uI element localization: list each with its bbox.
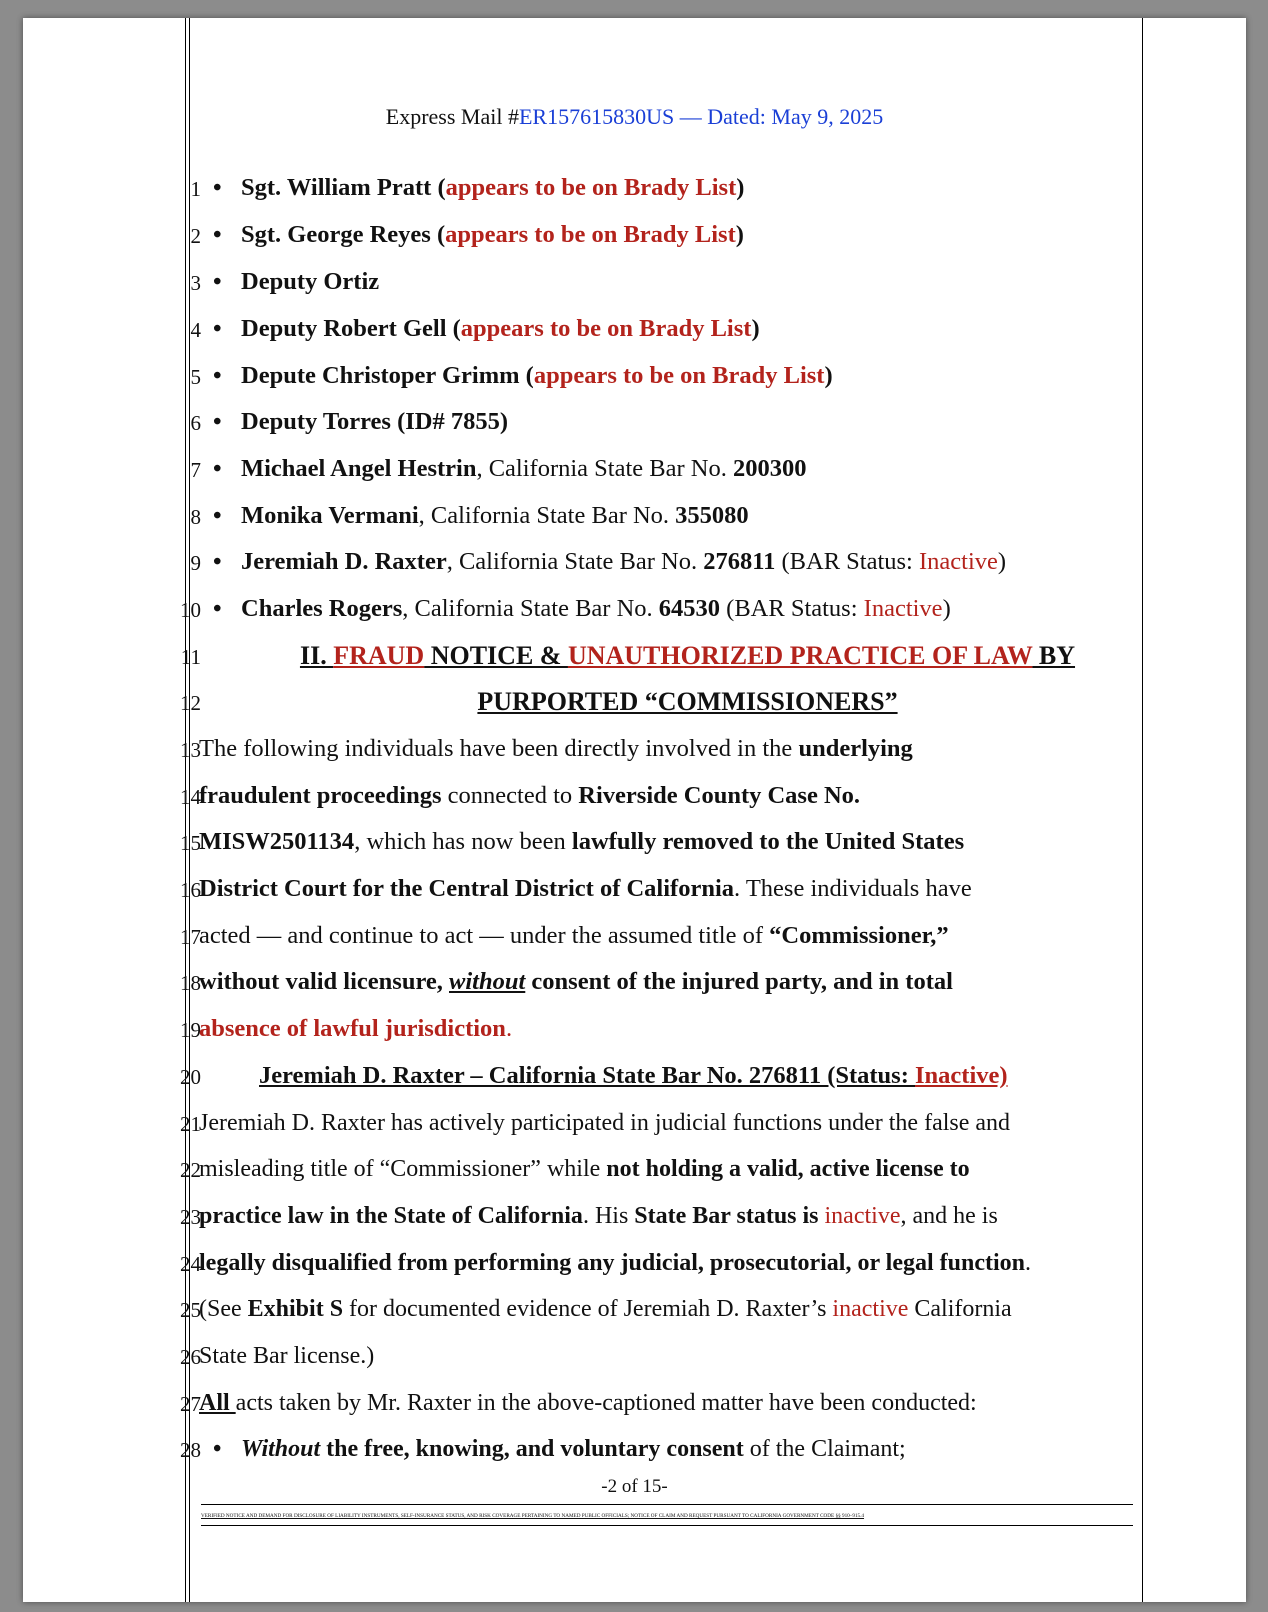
document-page: [23, 18, 1246, 1602]
list-item: • Monika Vermani, California State Bar No. 355080: [241, 494, 1176, 538]
line-number: 27: [180, 1392, 201, 1416]
footer-rule: [201, 1504, 1133, 1505]
page-header: [23, 104, 1246, 130]
body-line: fraudulent proceedings connected to Riverside County Case No.: [199, 782, 861, 809]
body-line: Jeremiah D. Raxter has actively participated in judicial functions under the false and: [199, 1110, 1011, 1136]
section-heading: II. FRAUD NOTICE & UNAUTHORIZED PRACTICE OF LAW BY: [299, 641, 1076, 670]
body-line: acted — and continue to act — under the assumed title of “Commissioner,”: [199, 922, 949, 949]
line-number: 22: [180, 1158, 201, 1182]
body-line: misleading title of “Commissioner” while not holding a valid, active license to: [199, 1156, 970, 1182]
list-item: • Deputy Ortiz: [241, 260, 1176, 304]
line-number: 20: [180, 1065, 201, 1089]
header-prefix: Express Mail #: [385, 104, 519, 129]
line-number: 12: [180, 691, 201, 715]
line-number: 3: [190, 271, 201, 295]
list-item: • Sgt. George Reyes (appears to be on Brady List): [241, 213, 1176, 257]
line-number: 17: [180, 925, 201, 949]
list-item: • Deputy Robert Gell (appears to be on Brady List): [241, 307, 1176, 351]
subheading: Jeremiah D. Raxter – California State Bar No. 276811 (Status: Inactive): [259, 1062, 1008, 1089]
line-number: 15: [180, 831, 201, 855]
tracking-number: ER157615830US: [518, 104, 675, 129]
line-number: 5: [190, 365, 201, 389]
line-number: 28: [180, 1438, 201, 1462]
body-line: without valid licensure, without consent of the injured party, and in total: [199, 968, 953, 995]
list-item: • Michael Angel Hestrin, California State Bar No. 200300: [241, 447, 1176, 491]
line-number: 25: [180, 1298, 201, 1322]
list-item: • Deputy Torres (ID# 7855): [241, 400, 1176, 444]
body-line: State Bar license.): [199, 1343, 375, 1369]
line-number: 21: [180, 1112, 201, 1136]
line-number: 2: [190, 224, 201, 248]
header-date: — Dated: May 9, 2025: [679, 104, 884, 129]
line-number: 13: [180, 738, 201, 762]
line-number: 16: [180, 878, 201, 902]
line-number: 19: [180, 1018, 201, 1042]
line-number: 11: [180, 645, 201, 669]
line-number: 26: [180, 1345, 201, 1369]
list-item: • Charles Rogers, California State Bar No. 64530 (BAR Status: Inactive): [241, 587, 1176, 631]
line-number: 10: [180, 598, 201, 622]
line-number: 1: [190, 177, 201, 201]
list-item: • Depute Christoper Grimm (appears to be on Brady List): [241, 354, 1176, 398]
list-item: • Sgt. William Pratt (appears to be on Brady List): [241, 166, 1176, 210]
body-line: MISW2501134, which has now been lawfully removed to the United States: [199, 828, 965, 855]
line-number: 9: [190, 551, 201, 575]
line-number: 7: [190, 458, 201, 482]
line-number: 24: [180, 1252, 201, 1276]
line-number: 4: [190, 318, 201, 342]
footer-rule-2: [201, 1525, 1133, 1526]
body-line: The following individuals have been directly involved in the underlying: [199, 735, 913, 762]
line-number: 6: [190, 411, 201, 435]
body-line: District Court for the Central District of California. These individuals have: [199, 875, 972, 902]
body-line: All acts taken by Mr. Raxter in the above-captioned matter have been conducted:: [199, 1390, 977, 1416]
body-line: practice law in the State of California. His State Bar status is inactive, and he is: [199, 1203, 998, 1229]
page-number: -2 of 15-: [601, 1476, 668, 1497]
line-number: 18: [180, 971, 201, 995]
line-number: 23: [180, 1205, 201, 1229]
body-line: (See Exhibit S for documented evidence of Jeremiah D. Raxter’s inactive California: [199, 1296, 1012, 1322]
list-item: • Jeremiah D. Raxter, California State Bar No. 276811 (BAR Status: Inactive): [241, 540, 1176, 584]
body-line: absence of lawful jurisdiction.: [199, 1015, 513, 1042]
list-item: • Without the free, knowing, and voluntary consent of the Claimant;: [241, 1427, 1176, 1471]
footer-caption: VERIFIED NOTICE AND DEMAND FOR DISCLOSURE OF LIABILITY INSTRUMENTS, SELF-INSURANCE STATUS, AND RISK COVERAGE PERTAINING TO NAMED PUBLIC OFFICIALS; NOTICE OF CLAIM AND REQUEST PURSUANT TO CALIFORNIA GOVERNMENT CODE §§ 910–915.4: [201, 1513, 865, 1519]
line-number: 8: [190, 505, 201, 529]
body-line: legally disqualified from performing any judicial, prosecutorial, or legal function.: [199, 1250, 1031, 1276]
line-number: 14: [180, 785, 201, 809]
section-heading-line-2: PURPORTED “COMMISSIONERS”: [477, 687, 898, 716]
